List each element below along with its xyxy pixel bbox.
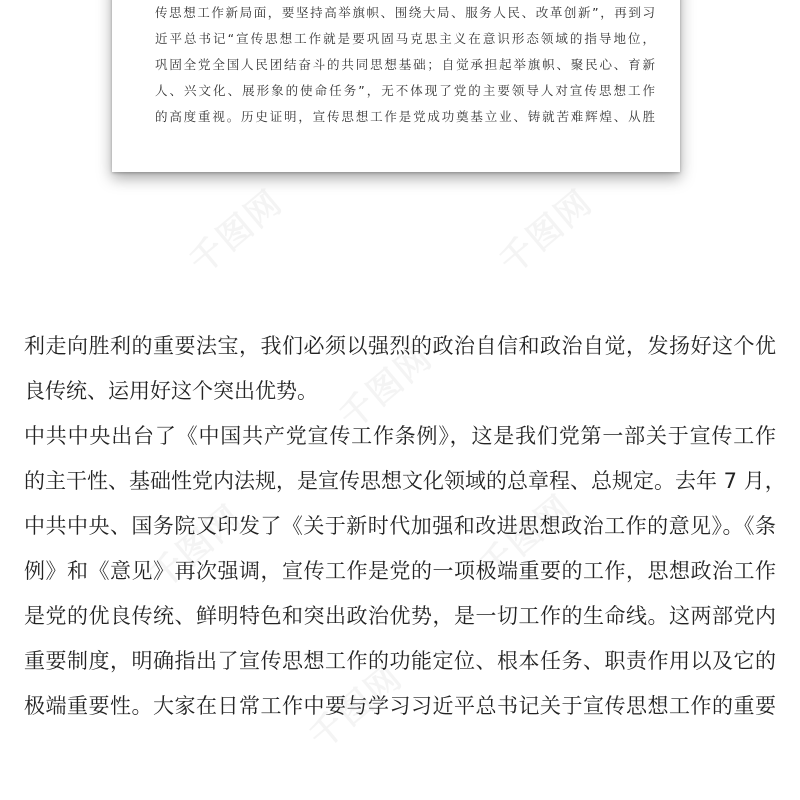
text-line: 是党的优良传统、鲜明特色和突出政治优势，是一切工作的生命线。这两部党内 bbox=[24, 604, 776, 628]
preview-line: 传思想工作新局面，要坚持高举旗帜、围绕大局、服务人民、改革创新”，再到习 bbox=[155, 5, 655, 20]
text-line: 中共中央、国务院又印发了《关于新时代加强和改进思想政治工作的意见》。《条 bbox=[24, 514, 776, 538]
watermark-1 bbox=[177, 176, 291, 283]
text-line: 的主干性、基础性党内法规，是宣传思想文化领域的总章程、总规定。去年 7 月， bbox=[24, 469, 786, 493]
text-line: 极端重要性。大家在日常工作中要与学习习近平总书记关于宣传思想工作的重要 bbox=[24, 694, 776, 718]
main-text bbox=[24, 324, 786, 729]
document-page-preview bbox=[112, 0, 680, 172]
preview-line: 近平总书记“宣传思想工作就是要巩固马克思主义在意识形态领域的指导地位， bbox=[155, 31, 655, 46]
preview-paragraph bbox=[155, 0, 655, 130]
text-line: 良传统、运用好这个突出优势。 bbox=[24, 379, 318, 403]
preview-line: 巩固全党全国人民团结奋斗的共同思想基础；自觉承担起举旗帜、聚民心、育新 bbox=[155, 57, 655, 72]
preview-line: 的高度重视。历史证明，宣传思想工作是党成功奠基立业、铸就苦难辉煌、从胜 bbox=[155, 109, 655, 124]
text-line: 例》和《意见》再次强调，宣传工作是党的一项极端重要的工作，思想政治工作 bbox=[24, 559, 776, 583]
preview-line: 人、兴文化、展形象的使命任务”，无不体现了党的主要领导人对宣传思想工作 bbox=[155, 83, 655, 98]
text-line: 中共中央出台了《中国共产党宣传工作条例》，这是我们党第一部关于宣传工作 bbox=[24, 424, 776, 448]
text-line: 利走向胜利的重要法宝，我们必须以强烈的政治自信和政治自觉，发扬好这个优 bbox=[24, 334, 776, 358]
text-line: 重要制度，明确指出了宣传思想工作的功能定位、根本任务、职责作用以及它的 bbox=[24, 649, 776, 673]
watermark-2 bbox=[487, 176, 601, 283]
